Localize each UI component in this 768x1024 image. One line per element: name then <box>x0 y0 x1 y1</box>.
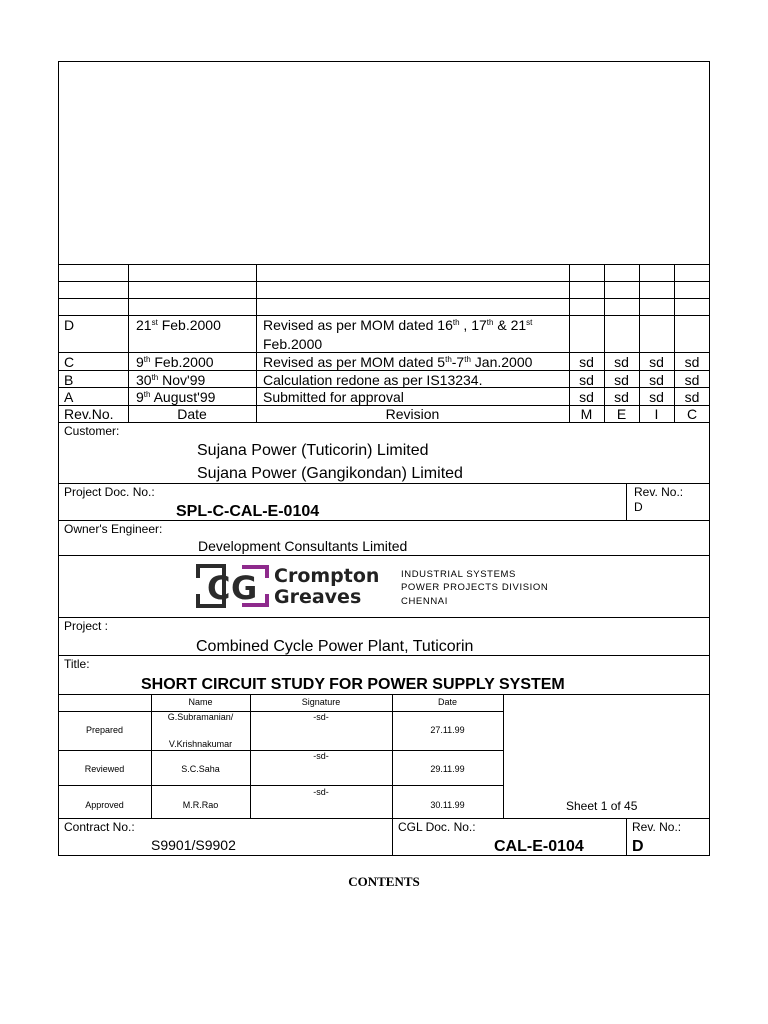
rev-header-date: Date <box>177 406 207 422</box>
rev-c-m: sd <box>579 354 594 370</box>
customer-name-2: Sujana Power (Gangikondan) Limited <box>197 465 463 482</box>
rev-header-revision: Revision <box>385 406 440 422</box>
rule <box>58 352 710 353</box>
cgl-doc-label: CGL Doc. No.: <box>398 820 476 834</box>
rev-header-c: C <box>686 406 698 422</box>
signoff-approved-name: M.R.Rao <box>182 800 219 810</box>
rev-b-date: 30th Nov'99 <box>136 372 206 388</box>
signoff-prepared-name1: G.Subramanian/ <box>167 712 234 722</box>
project-label: Project : <box>64 619 109 633</box>
signoff-role-reviewed: Reviewed <box>84 764 125 774</box>
rev-header-e: E <box>616 406 627 422</box>
project-doc-rev-label: Rev. No.: <box>634 485 684 499</box>
signoff-header-date: Date <box>437 697 457 707</box>
division-line1: INDUSTRIAL SYSTEMS <box>401 569 516 580</box>
rev-d-description-line1: Revised as per MOM dated 16th , 17th & 21st <box>263 317 533 333</box>
sheet-number: Sheet 1 of 45 <box>566 799 638 813</box>
contract-number: S9901/S9902 <box>151 837 236 853</box>
rule <box>58 785 503 786</box>
signoff-prepared-signature: -sd- <box>313 712 329 722</box>
rule <box>58 422 710 423</box>
signoff-approved-date: 30.11.99 <box>430 800 465 810</box>
signoff-header-name: Name <box>188 697 213 707</box>
contract-rev-label: Rev. No.: <box>632 820 682 834</box>
rule <box>626 483 627 520</box>
cgl-doc-number: CAL-E-0104 <box>494 838 584 855</box>
rev-b-description: Calculation redone as per IS13234. <box>263 372 483 388</box>
signoff-prepared-name2: V.Krishnakumar <box>168 739 233 749</box>
rev-c-description: Revised as per MOM dated 5th-7th Jan.2000 <box>263 354 533 370</box>
project-doc-label: Project Doc. No.: <box>64 485 155 499</box>
rev-a-c: sd <box>684 389 700 405</box>
owners-engineer-value: Development Consultants Limited <box>198 538 408 554</box>
signoff-header-signature: Signature <box>301 697 341 707</box>
rev-b-i: sd <box>649 372 664 388</box>
rule <box>58 520 710 521</box>
crompton-greaves-logo <box>196 564 270 608</box>
signoff-approved-signature: -sd- <box>313 787 329 797</box>
title-label: Title: <box>64 657 90 671</box>
rev-a-date: 9th August'99 <box>136 389 216 405</box>
rev-a-i: sd <box>649 389 664 405</box>
svg-text:G: G <box>231 569 258 607</box>
contract-label: Contract No.: <box>64 820 135 834</box>
project-doc-rev-value: D <box>634 500 643 514</box>
project-value: Combined Cycle Power Plant, Tuticorin <box>196 638 474 655</box>
rule <box>58 818 710 819</box>
rule <box>58 617 710 618</box>
customer-name-1: Sujana Power (Tuticorin) Limited <box>197 442 429 459</box>
rev-a-description: Submitted for approval <box>263 389 404 405</box>
rev-b-e: sd <box>614 372 629 388</box>
rev-c-number: C <box>64 354 75 370</box>
rule <box>392 818 393 856</box>
document-title: SHORT CIRCUIT STUDY FOR POWER SUPPLY SYSTEM <box>141 676 565 693</box>
rule <box>58 281 710 282</box>
rule <box>58 298 710 299</box>
rev-b-c: sd <box>684 372 700 388</box>
rev-c-e: sd <box>614 354 629 370</box>
contents-heading: CONTENTS <box>348 874 420 889</box>
division-line2: POWER PROJECTS DIVISION <box>401 582 549 593</box>
rev-d-number: D <box>64 317 75 333</box>
rule <box>58 315 710 316</box>
owners-engineer-label: Owner's Engineer: <box>64 522 163 536</box>
rule <box>58 264 710 265</box>
signoff-prepared-date: 27.11.99 <box>430 725 465 735</box>
rev-d-date: 21st Feb.2000 <box>136 317 221 333</box>
rule <box>256 264 257 422</box>
rule <box>503 694 504 818</box>
division-line3: CHENNAI <box>401 596 448 607</box>
signoff-role-prepared: Prepared <box>85 725 124 735</box>
rev-d-description-line2: Feb.2000 <box>263 336 323 352</box>
rev-header-number: Rev.No. <box>64 406 114 422</box>
rev-a-m: sd <box>579 389 594 405</box>
rev-b-number: B <box>64 372 74 388</box>
signoff-reviewed-date: 29.11.99 <box>430 764 465 774</box>
company-name-line2: Greaves <box>274 586 362 608</box>
project-doc-number: SPL-C-CAL-E-0104 <box>176 503 320 520</box>
rule <box>58 694 710 695</box>
svg-text:C: C <box>207 569 231 607</box>
company-name-line1: Crompton <box>274 565 380 587</box>
rev-a-number: A <box>64 389 74 405</box>
rule <box>58 483 710 484</box>
rev-c-i: sd <box>649 354 664 370</box>
customer-label: Customer: <box>64 424 120 438</box>
signoff-reviewed-name: S.C.Saha <box>181 764 220 774</box>
rev-header-i: I <box>654 406 659 422</box>
rev-a-e: sd <box>614 389 629 405</box>
rev-c-date: 9th Feb.2000 <box>136 354 214 370</box>
contract-rev-value: D <box>632 838 644 855</box>
rev-c-c: sd <box>684 354 700 370</box>
rule <box>626 818 627 856</box>
rev-b-m: sd <box>579 372 594 388</box>
rule <box>128 264 129 422</box>
rev-header-m: M <box>580 406 593 422</box>
rule <box>58 370 710 371</box>
signoff-reviewed-signature: -sd- <box>313 751 329 761</box>
signoff-role-approved: Approved <box>85 800 124 810</box>
rule <box>58 555 710 556</box>
